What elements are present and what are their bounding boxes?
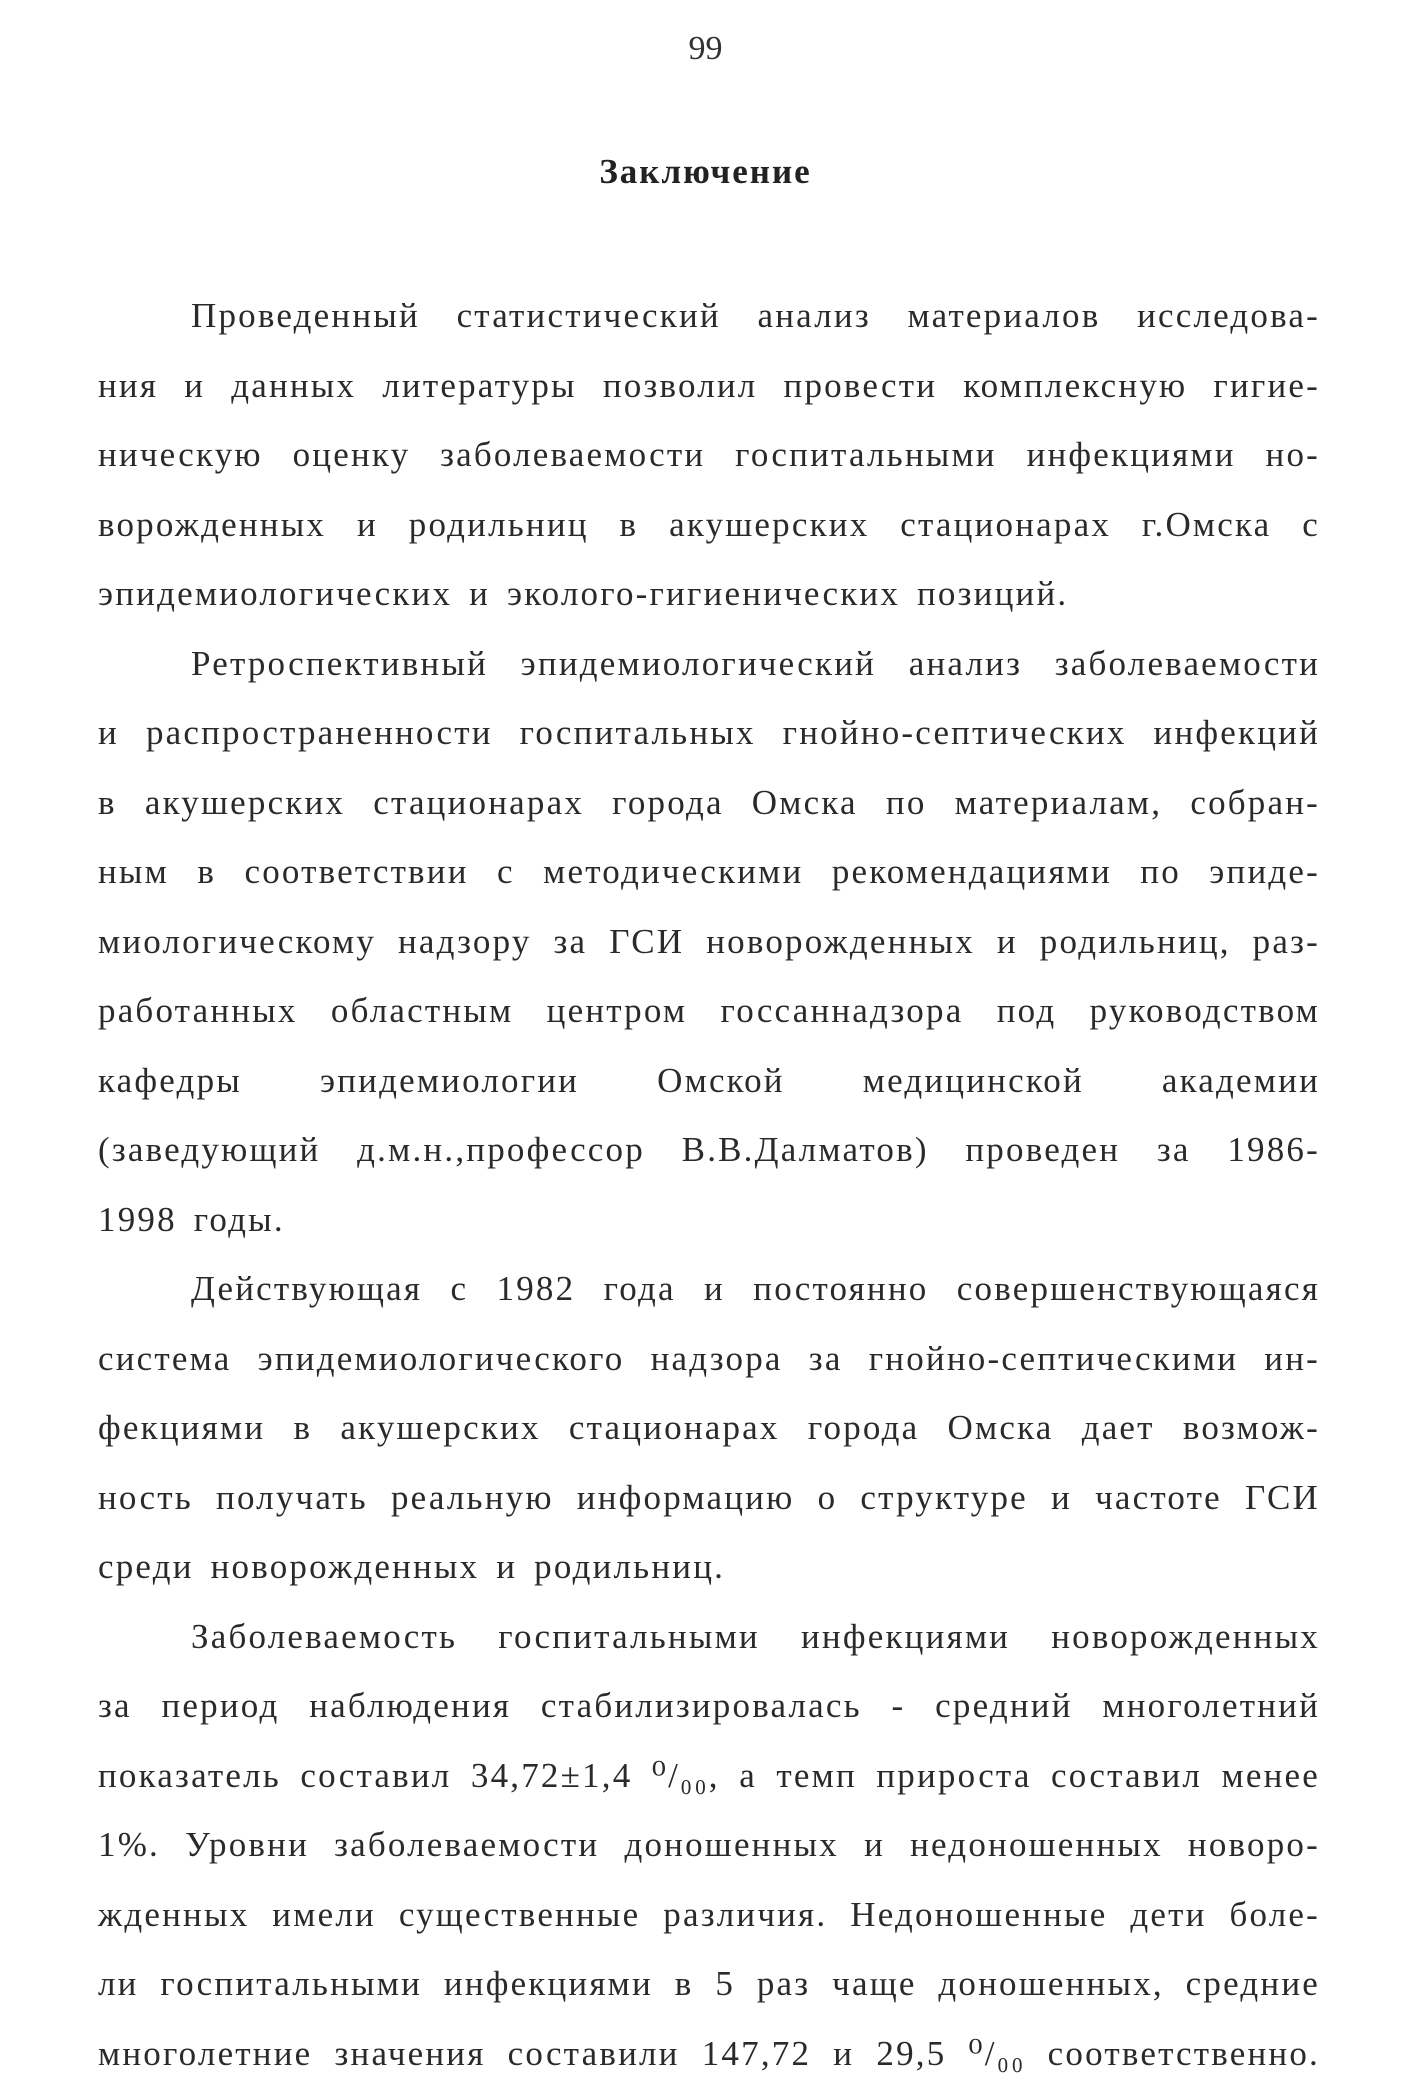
text-line: ность получать реальную информацию о структуре и частоте ГСИ [98, 1463, 1320, 1533]
text-line: жденных имели существенные различия. Недоношенные дети боле- [98, 1880, 1320, 1950]
section-heading: Заключение [0, 152, 1411, 192]
text-line: ным в соответствии с методическими рекомендациями по эпиде- [98, 837, 1320, 907]
text-line: показатель составил 34,72±1,4 ⁰/₀₀, а темп прироста составил менее [98, 1741, 1320, 1811]
text-line: в акушерских стационарах города Омска по материалам, собран- [98, 768, 1320, 838]
text-line: 1%. Уровни заболеваемости доношенных и недоношенных новоро- [98, 1810, 1320, 1880]
text-line: (заведующий д.м.н.,профессор В.В.Далматов) проведен за 1986- [98, 1115, 1320, 1185]
text-line: Ретроспективный эпидемиологический анализ заболеваемости [98, 629, 1320, 699]
paragraph [98, 281, 1320, 629]
text-line: Заболеваемость госпитальными инфекциями новорожденных [98, 1602, 1320, 1672]
paragraph [98, 1254, 1320, 1602]
text-line: работанных областным центром госсаннадзора под руководством [98, 976, 1320, 1046]
text-line: фекциями в акушерских стационарах города Омска дает возмож- [98, 1393, 1320, 1463]
text-line: кафедры эпидемиологии Омской медицинской академии [98, 1046, 1320, 1116]
text-line: ния и данных литературы позволил провести комплексную гигие- [98, 351, 1320, 421]
page-number: 99 [0, 30, 1411, 68]
text-line: 1998 годы. [98, 1185, 1320, 1255]
text-line: Проведенный статистический анализ материалов исследова- [98, 281, 1320, 351]
text-line: среди новорожденных и родильниц. [98, 1532, 1320, 1602]
paragraph [98, 629, 1320, 1255]
text-line: ли госпитальными инфекциями в 5 раз чаще доношенных, средние [98, 1949, 1320, 2019]
text-line: ворожденных и родильниц в акушерских стационарах г.Омска с [98, 490, 1320, 560]
text-line: эпидемиологических и эколого-гигиенических позиций. [98, 559, 1320, 629]
text-line: и распространенности госпитальных гнойно-септических инфекций [98, 698, 1320, 768]
paragraph [98, 1602, 1320, 2088]
text-line: миологическому надзору за ГСИ новорожденных и родильниц, раз- [98, 907, 1320, 977]
text-line: система эпидемиологического надзора за гнойно-септическими ин- [98, 1324, 1320, 1394]
text-line: Действующая с 1982 года и постоянно совершенствующаяся [98, 1254, 1320, 1324]
text-line: за период наблюдения стабилизировалась - средний многолетний [98, 1671, 1320, 1741]
body-text [98, 281, 1320, 2088]
text-line: ническую оценку заболеваемости госпитальными инфекциями но- [98, 420, 1320, 490]
text-line: многолетние значения составили 147,72 и 29,5 ⁰/₀₀ соответственно. [98, 2019, 1320, 2088]
